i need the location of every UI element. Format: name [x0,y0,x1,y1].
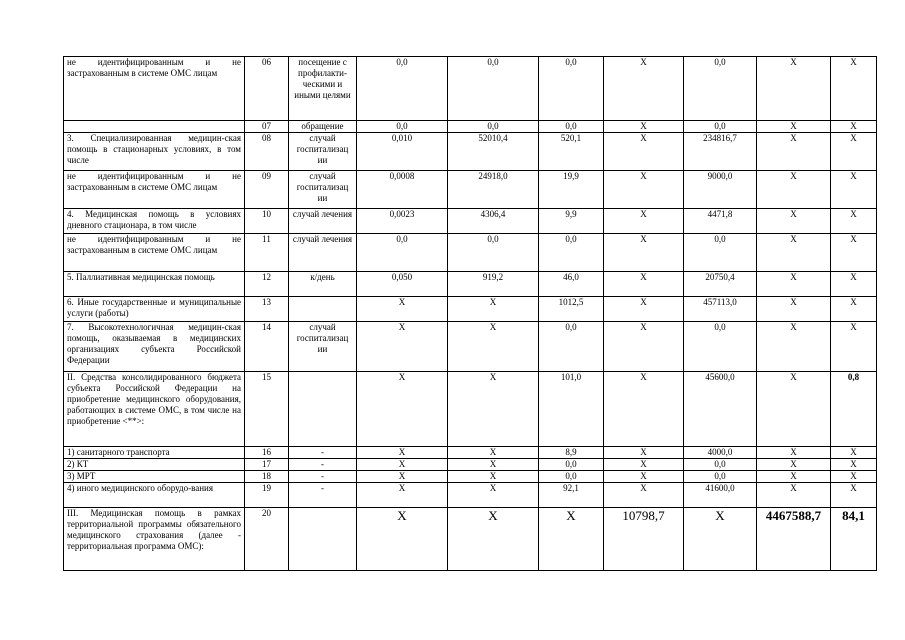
cell-value: Х [604,459,684,471]
row-name: 5. Паллиативная медицинская помощь [64,272,245,297]
cell-value: Х [448,459,539,471]
cell-value: Х [831,234,877,272]
cell-value: Х [448,297,539,322]
row-code: 16 [245,447,289,459]
row-unit: посещение с профилакти-ческими и иными целями [289,57,357,121]
row-unit: случай госпитализац ии [289,171,357,209]
cell-value: 0,0 [539,121,604,133]
cell-value: Х [604,133,684,171]
row-code: 15 [245,372,289,447]
cell-value: 0,050 [357,272,448,297]
row-name: 3) МРТ [64,471,245,483]
cell-value: 0,8 [831,372,877,447]
row-unit: случай лечения [289,234,357,272]
row-code: 06 [245,57,289,121]
table-body [64,57,877,571]
cell-value: 0,0023 [357,209,448,234]
row-unit: к/день [289,272,357,297]
table-row [64,471,877,483]
cell-value: Х [357,483,448,508]
cell-value: Х [604,372,684,447]
cell-value: 0,0 [357,57,448,121]
row-name: 3. Специализированная медицин-ская помощь в стационарных условиях, в том числе [64,133,245,171]
cell-value: 0,0 [539,459,604,471]
cell-value: 0,0008 [357,171,448,209]
cell-value: Х [757,121,831,133]
cell-value: Х [604,471,684,483]
row-unit [289,372,357,447]
cell-value: Х [757,483,831,508]
cell-value: Х [357,447,448,459]
cell-value: Х [448,447,539,459]
cell-value: Х [448,471,539,483]
cell-value: Х [357,372,448,447]
cell-value: 0,0 [539,322,604,372]
cell-value: Х [831,471,877,483]
table-row [64,297,877,322]
cell-value: 0,0 [357,234,448,272]
cell-value: Х [604,297,684,322]
cell-value: Х [757,372,831,447]
cell-value: 234816,7 [684,133,757,171]
row-unit: обращение [289,121,357,133]
row-name [64,121,245,133]
row-unit: случай лечения [289,209,357,234]
cell-value: 1012,5 [539,297,604,322]
cell-value: Х [757,447,831,459]
cell-value: Х [757,272,831,297]
cell-value: 0,0 [684,459,757,471]
cell-value: 9,9 [539,209,604,234]
table-row [64,508,877,571]
cell-value: Х [448,508,539,571]
row-unit: - [289,459,357,471]
cell-value: Х [604,483,684,508]
cell-value: 0,0 [357,121,448,133]
row-unit: - [289,471,357,483]
cell-value: Х [539,508,604,571]
row-code: 11 [245,234,289,272]
cell-value: 0,0 [448,234,539,272]
row-code: 18 [245,471,289,483]
row-name: III. Медицинская помощь в рамках территориальной программы обязательного медицинского страхования (далее - территориальная программа ОМС): [64,508,245,571]
cell-value: 0,0 [684,234,757,272]
table-row [64,459,877,471]
cell-value: Х [757,322,831,372]
cell-value: Х [684,508,757,571]
row-name: II. Средства консолидированного бюджета субъекта Российской Федерации на приобретение медицинского оборудования, работающих в системе ОМС, в том числе на приобретение <**>: [64,372,245,447]
cell-value: Х [757,234,831,272]
cell-value: Х [757,57,831,121]
cell-value: Х [757,297,831,322]
cell-value: Х [604,121,684,133]
row-name: 1) санитарного транспорта [64,447,245,459]
row-name: 2) КТ [64,459,245,471]
row-name: не идентифицированным и не застрахованным в системе ОМС лицам [64,57,245,121]
cell-value: 8,9 [539,447,604,459]
cell-value: 4000,0 [684,447,757,459]
cell-value: 45600,0 [684,372,757,447]
cell-value: Х [757,459,831,471]
cell-value: 46,0 [539,272,604,297]
row-name: 6. Иные государственные и муниципальные услуги (работы) [64,297,245,322]
cell-value: Х [357,297,448,322]
cell-value: 4306,4 [448,209,539,234]
cell-value: Х [831,297,877,322]
row-name: не идентифицированным и не застрахованным в системе ОМС лицам [64,234,245,272]
cell-value: 92,1 [539,483,604,508]
cell-value: Х [604,234,684,272]
cell-value: Х [831,483,877,508]
cell-value: 0,0 [684,121,757,133]
cell-value: 457113,0 [684,297,757,322]
table-row [64,133,877,171]
cell-value: Х [831,121,877,133]
cell-value: Х [831,171,877,209]
row-unit [289,297,357,322]
cell-value: Х [448,483,539,508]
row-code: 13 [245,297,289,322]
cell-value: Х [604,171,684,209]
cell-value: 4467588,7 [757,508,831,571]
table-row [64,322,877,372]
table-row [64,121,877,133]
row-code: 08 [245,133,289,171]
table-row [64,171,877,209]
cell-value: 84,1 [831,508,877,571]
cell-value: Х [757,133,831,171]
row-unit: случай госпитализац ии [289,322,357,372]
cell-value: Х [831,133,877,171]
cell-value: 4471,8 [684,209,757,234]
row-code: 10 [245,209,289,234]
cell-value: Х [357,459,448,471]
cell-value: 0,0 [448,121,539,133]
cell-value: Х [604,209,684,234]
budget-table [63,56,877,571]
row-unit: случай госпитализац ии [289,133,357,171]
row-name: не идентифицированным и не застрахованным в системе ОМС лицам [64,171,245,209]
cell-value: 0,0 [539,471,604,483]
table-row [64,372,877,447]
cell-value: 20750,4 [684,272,757,297]
table-row [64,272,877,297]
cell-value: Х [604,447,684,459]
cell-value: 0,010 [357,133,448,171]
cell-value: 41600,0 [684,483,757,508]
table-row [64,483,877,508]
row-unit: - [289,483,357,508]
cell-value: Х [604,322,684,372]
row-name: 7. Высокотехнологичная медицин-ская помощь, оказываемая в медицинских организациях субъекта Российской Федерации [64,322,245,372]
row-code: 20 [245,508,289,571]
cell-value: Х [604,57,684,121]
row-code: 17 [245,459,289,471]
cell-value: Х [831,322,877,372]
cell-value: Х [757,471,831,483]
cell-value: Х [357,508,448,571]
cell-value: 0,0 [684,471,757,483]
row-code: 09 [245,171,289,209]
row-name: 4. Медицинская помощь в условиях дневного стационара, в том числе [64,209,245,234]
table-row [64,57,877,121]
cell-value: 0,0 [539,234,604,272]
table-row [64,209,877,234]
cell-value: 24918,0 [448,171,539,209]
cell-value: Х [604,272,684,297]
cell-value: 10798,7 [604,508,684,571]
cell-value: 19,9 [539,171,604,209]
row-code: 12 [245,272,289,297]
row-code: 14 [245,322,289,372]
cell-value: 520,1 [539,133,604,171]
cell-value: Х [448,322,539,372]
cell-value: Х [831,57,877,121]
cell-value: 0,0 [684,57,757,121]
table-row [64,447,877,459]
cell-value: Х [831,272,877,297]
row-unit [289,508,357,571]
cell-value: Х [757,209,831,234]
cell-value: 0,0 [684,322,757,372]
row-name: 4) иного медицинского оборудо-вания [64,483,245,508]
cell-value: Х [831,209,877,234]
cell-value: Х [757,171,831,209]
cell-value: 0,0 [539,57,604,121]
row-code: 07 [245,121,289,133]
cell-value: Х [357,322,448,372]
cell-value: 101,0 [539,372,604,447]
cell-value: Х [831,459,877,471]
row-unit: - [289,447,357,459]
row-code: 19 [245,483,289,508]
table-row [64,234,877,272]
cell-value: Х [831,447,877,459]
cell-value: 52010,4 [448,133,539,171]
cell-value: Х [357,471,448,483]
cell-value: 0,0 [448,57,539,121]
cell-value: 9000,0 [684,171,757,209]
cell-value: 919,2 [448,272,539,297]
cell-value: Х [448,372,539,447]
